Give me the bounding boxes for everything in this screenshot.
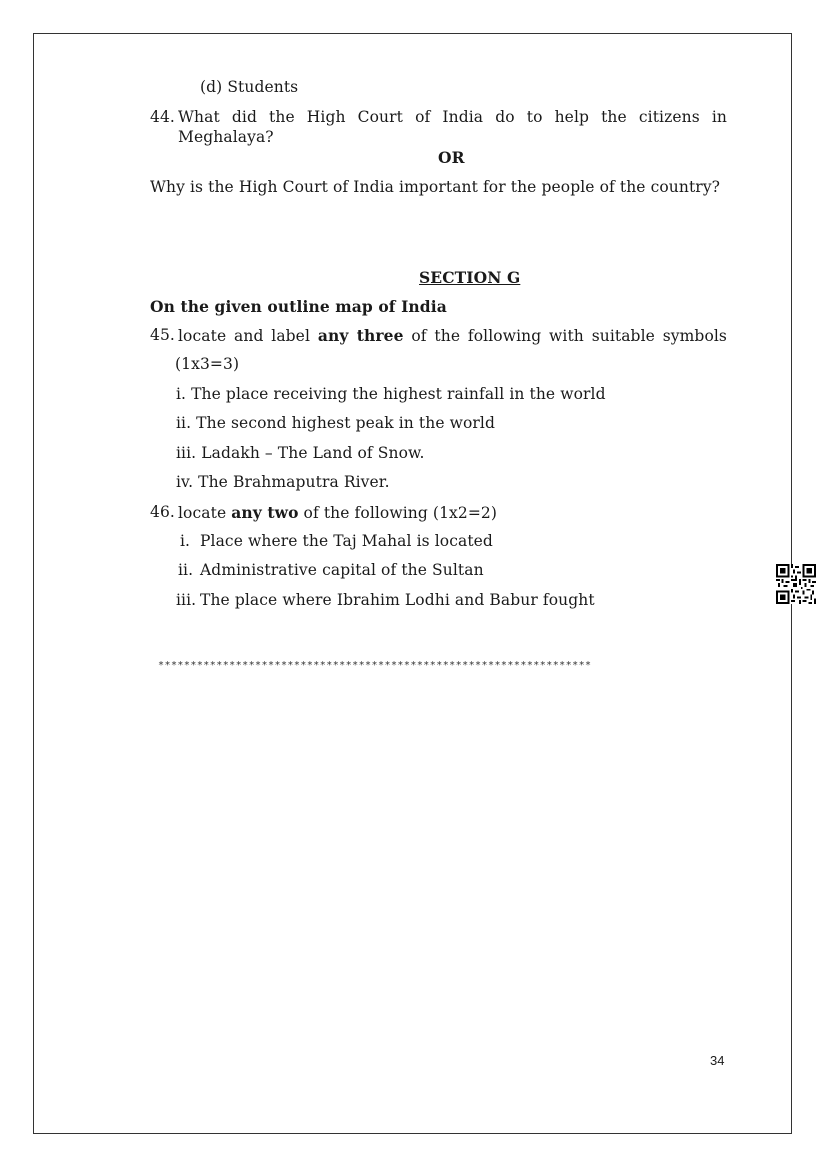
q46-item-3-num: iii. (176, 591, 197, 609)
qr-code-icon (776, 564, 816, 604)
q46-item-2-num: ii. (178, 561, 194, 579)
q46-item-3: The place where Ibrahim Lodhi and Babur fought (200, 591, 595, 609)
page-number: 34 (710, 1053, 725, 1068)
page-border (33, 33, 792, 1134)
q46-item-1: Place where the Taj Mahal is located (200, 532, 493, 550)
section-title: SECTION G (419, 268, 521, 287)
q45-item-4: iv. The Brahmaputra River. (176, 473, 390, 491)
section-instruction: On the given outline map of India (150, 297, 447, 316)
q44-alternative: Why is the High Court of India important for the people of the country? (150, 178, 721, 196)
q46-item-2: Administrative capital of the Sultan (200, 561, 484, 579)
q46-number: 46. (150, 503, 175, 521)
q45-question: locate and label any three of the following with suitable symbols (178, 326, 727, 345)
q45-item-1: i. The place receiving the highest rainfall in the world (176, 385, 606, 403)
q45-marks: (1x3=3) (175, 355, 240, 373)
q45-emphasis: any three (317, 326, 404, 345)
q44-or: OR (438, 148, 465, 167)
q45-item-2: ii. The second highest peak in the world (176, 414, 496, 432)
q46-item-1-num: i. (180, 532, 191, 550)
q44-question-line2: Meghalaya? (178, 128, 274, 146)
q45-item-3: iii. Ladakh – The Land of Snow. (176, 444, 425, 462)
end-divider: ******************************************************************* (158, 660, 592, 671)
q44-number: 44. (150, 108, 175, 126)
q43-option-d: (d) Students (200, 78, 299, 96)
q45-number: 45. (150, 326, 175, 344)
q46-question: locate any two of the following (1x2=2) (178, 503, 498, 522)
q44-question-line1: What did the High Court of India do to help the citizens in (178, 108, 727, 126)
q46-emphasis: any two (231, 503, 299, 522)
